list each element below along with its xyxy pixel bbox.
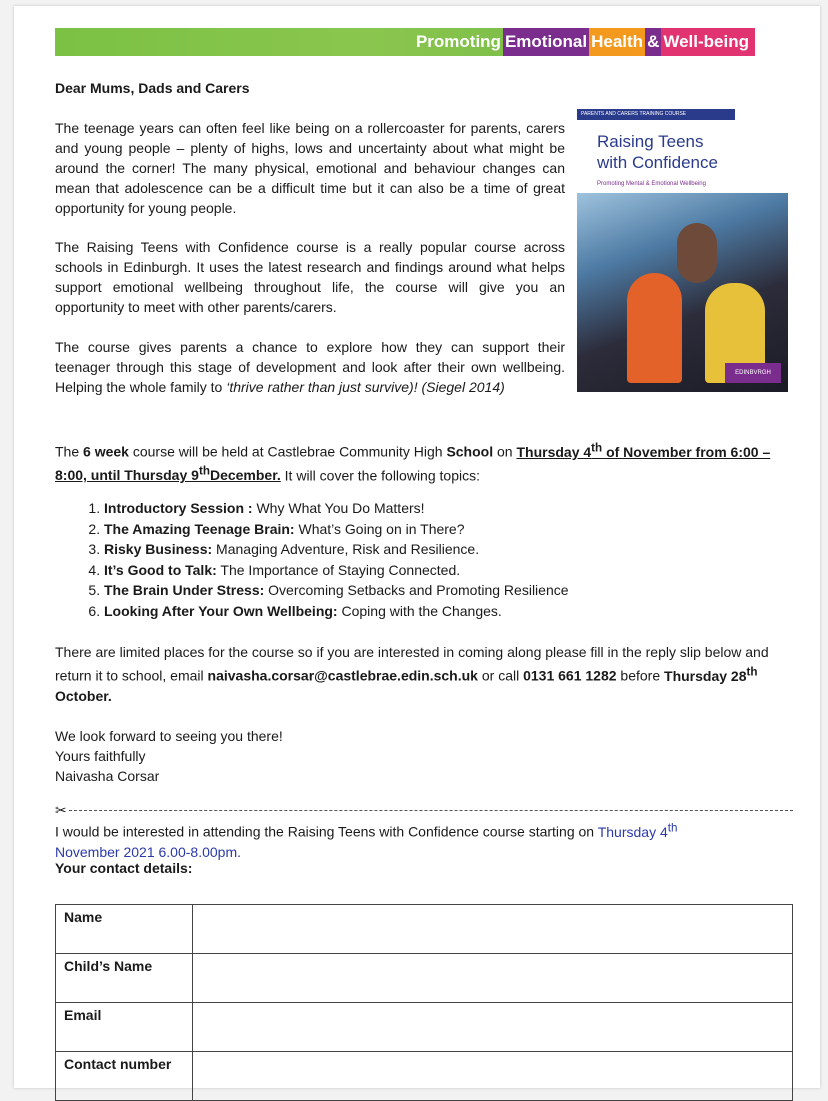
schedule-text-1: The [55, 443, 84, 460]
cover-title-line2: with Confidence [597, 153, 718, 172]
deadline-date: Thursday 28 [664, 667, 747, 684]
list-item [104, 519, 569, 540]
reply-text-1: There are limited places for the course so if you are interested in coming along please fill in the reply slip below and return it to school, email [55, 644, 769, 684]
paragraph-course: The Raising Teens with Confidence course is a really popular course across schools in Edinburgh. It uses the latest research and findings around what helps support emotional wellbeing throughout life, the course will give you an opportunity to meet with other parents/carers. [55, 239, 565, 315]
letter-page [14, 6, 820, 1088]
reply-text-2: or call [477, 667, 524, 684]
banner-word-health: Health [589, 28, 645, 56]
name-label: Name [56, 905, 193, 954]
table-row [56, 954, 793, 1003]
schedule-date-start: Thursday 4 [516, 443, 592, 460]
slip-date: Thursday 4 [597, 823, 668, 840]
topic-title: Introductory Session : [104, 500, 253, 516]
slip-sup: th [667, 821, 678, 834]
topic-title: Looking After Your Own Wellbeing: [104, 602, 338, 619]
slip-text: I would be interested in attending the Raising Teens with Confidence course starting on [55, 823, 598, 840]
contact-email: naivasha.corsar@castlebrae.edin.sch.uk [207, 667, 478, 684]
contact-number-field[interactable] [193, 1052, 793, 1101]
topic-desc: What’s Going on in There? [294, 520, 465, 537]
photo-rider-left [627, 273, 682, 383]
cover-top-bar: PARENTS AND CARERS TRAINING COURSE [577, 109, 735, 120]
greeting: Dear Mums, Dads and Carers [55, 80, 250, 96]
closing-line: We look forward to seeing you there! [55, 728, 283, 744]
cover-subtitle: Promoting Mental & Emotional Wellbeing [597, 181, 706, 187]
closing [55, 726, 283, 786]
reply-text-3: before [616, 667, 665, 684]
contact-details-heading: Your contact details: [55, 860, 193, 876]
topic-title: The Brain Under Stress: [104, 582, 265, 598]
schedule-sup-2: th [198, 464, 210, 478]
table-row [56, 1052, 793, 1101]
contact-phone: 0131 661 1282 [523, 667, 617, 684]
contact-number-label: Contact number [56, 1052, 193, 1101]
header-banner [55, 28, 755, 56]
banner-word-promoting: Promoting [415, 32, 501, 51]
list-item [104, 601, 569, 622]
topic-title: Risky Business: [104, 541, 213, 557]
deadline-month: October. [55, 687, 112, 704]
paragraph-explore-quote: ‘thrive rather than just survive)! (Siegel 2014) [226, 379, 505, 395]
schedule-duration: 6 week [83, 443, 129, 460]
child-name-field[interactable] [193, 954, 793, 1003]
signature-name: Naivasha Corsar [55, 768, 160, 784]
paragraph-intro: The teenage years can often feel like being on a rollercoaster for parents, carers and young people – plenty of highs, lows and uncertainty about what might be around the corner! The many physical, emotional and behaviour changes can mean that adolescence can be a difficult time but it can also be a time of great opportunity for young people. [55, 120, 565, 216]
edinburgh-logo: EDINBVRGH [725, 363, 781, 383]
table-row [56, 1003, 793, 1052]
topic-desc: Managing Adventure, Risk and Resilience. [212, 541, 480, 557]
paragraph-explore [55, 337, 565, 397]
topic-desc: Why What You Do Matters! [252, 500, 425, 516]
email-label: Email [56, 1003, 193, 1052]
banner-word-and: & [645, 28, 661, 56]
schedule-text-4: It will cover the following topics: [280, 467, 480, 484]
list-item [104, 560, 569, 581]
paragraph-schedule [55, 438, 785, 485]
schedule-text-2: course will be held at Castlebrae Community High [128, 443, 447, 460]
table-row [56, 905, 793, 954]
topic-desc: Coping with the Changes. [337, 602, 502, 619]
paragraph-explore-text: The course gives parents a chance to explore how they can support their teenager through this stage of development and look after their own wellbeing. Helping the whole family to [55, 339, 565, 395]
topic-title: It’s Good to Talk: [104, 561, 217, 578]
cover-title [597, 131, 718, 173]
schedule-text-3: on [493, 443, 517, 460]
dashed-divider [69, 810, 793, 811]
schedule-date-end: December. [209, 467, 281, 484]
sign-off: Yours faithfully [55, 748, 146, 764]
photo-rider-back [677, 223, 717, 283]
name-field[interactable] [193, 905, 793, 954]
reply-slip-text [55, 818, 785, 862]
slip-date-time: November 2021 6.00-8.00pm. [55, 843, 241, 860]
paragraph-reply [55, 642, 785, 706]
child-name-label: Child’s Name [56, 954, 193, 1003]
topic-title: The Amazing Teenage Brain: [104, 520, 295, 537]
schedule-school: School [446, 443, 494, 460]
banner-title [414, 28, 755, 56]
banner-word-wellbeing: Well-being [661, 28, 755, 56]
banner-word-emotional: Emotional [503, 28, 589, 56]
cut-line [55, 802, 793, 818]
topics-list [74, 498, 569, 621]
cover-title-line1: Raising Teens [597, 132, 704, 151]
deadline-sup: th [746, 665, 758, 678]
list-item [104, 580, 569, 601]
email-field[interactable] [193, 1003, 793, 1052]
list-item [104, 539, 569, 560]
schedule-date-range: of November from 6:00 – 8:00, until Thursday 9 [55, 443, 771, 484]
schedule-sup-1: th [591, 441, 603, 454]
rollercoaster-photo [577, 193, 788, 392]
list-item [104, 498, 569, 519]
contact-details-table [55, 904, 793, 1101]
course-cover-image [577, 109, 788, 392]
topic-desc: The Importance of Staying Connected. [216, 561, 461, 578]
scissors-icon: ✂ [55, 801, 67, 818]
topic-desc: Overcoming Setbacks and Promoting Resilience [264, 582, 569, 598]
